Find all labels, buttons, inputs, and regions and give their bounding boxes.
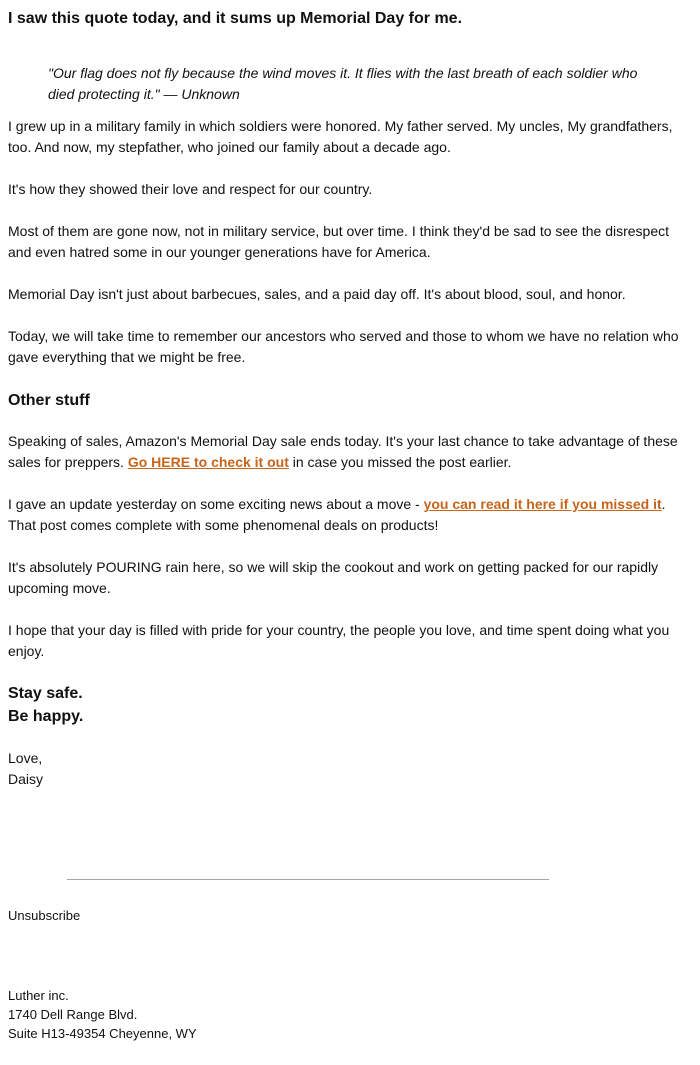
section-title-other-stuff: Other stuff bbox=[8, 392, 90, 409]
sales-text-before: Speaking of sales, Amazon's Memorial Day sale ends today. It's your last chance to take advantage of these sales for preppers. bbox=[8, 433, 678, 470]
update-text-after: . That post comes complete with some phenomenal deals on products! bbox=[8, 496, 666, 533]
address-line-1: 1740 Dell Range Blvd. bbox=[8, 1007, 138, 1022]
closing-line-be-happy: Be happy. bbox=[8, 708, 84, 725]
company-name: Luther inc. bbox=[8, 988, 69, 1003]
footer-address bbox=[8, 986, 197, 1043]
paragraph-hope: I hope that your day is filled with pride for your country, the people you love, and time spent doing what you enjoy. bbox=[8, 622, 670, 659]
sales-text-after: in case you missed the post earlier. bbox=[288, 454, 512, 470]
sales-link[interactable]: Go HERE to check it out bbox=[127, 454, 289, 470]
paragraph-family: I grew up in a military family in which soldiers were honored. My father served. My uncles, My grandfathers, too. And now, my stepfather, who joined our family about a decade ago. bbox=[8, 118, 673, 155]
headline: I saw this quote today, and it sums up Memorial Day for me. bbox=[8, 10, 463, 27]
unsubscribe-link[interactable]: Unsubscribe bbox=[8, 908, 81, 923]
blockquote: "Our flag does not fly because the wind moves it. It flies with the last breath of each soldier who died protecting it." — Unknown bbox=[48, 65, 638, 102]
update-text-before: I gave an update yesterday on some exciting news about a move - bbox=[8, 496, 424, 512]
paragraph-gone-now: Most of them are gone now, not in military service, but over time. I think they'd be sad to see the disrespect and even hatred some in our younger generations have for America. bbox=[8, 223, 670, 260]
footer-divider bbox=[67, 879, 549, 880]
address-line-2: Suite H13-49354 Cheyenne, WY bbox=[8, 1026, 197, 1041]
closing-line-stay-safe: Stay safe. bbox=[8, 685, 83, 702]
paragraph-memorial-day: Memorial Day isn't just about barbecues, sales, and a paid day off. It's about blood, soul, and honor. bbox=[8, 286, 626, 302]
signoff-love: Love, bbox=[8, 750, 43, 766]
signoff-name: Daisy bbox=[8, 771, 44, 787]
signoff bbox=[8, 748, 688, 790]
paragraph-sales bbox=[8, 431, 688, 473]
paragraph-remember: Today, we will take time to remember our ancestors who served and those to whom we have no relation who gave everything that we might be free. bbox=[8, 328, 679, 365]
paragraph-update bbox=[8, 494, 688, 536]
closing bbox=[8, 682, 688, 728]
paragraph-rain: It's absolutely POURING rain here, so we will skip the cookout and work on getting packed for our rapidly upcoming move. bbox=[8, 559, 659, 596]
paragraph-love-respect: It's how they showed their love and respect for our country. bbox=[8, 181, 373, 197]
update-link[interactable]: you can read it here if you missed it bbox=[423, 496, 662, 512]
